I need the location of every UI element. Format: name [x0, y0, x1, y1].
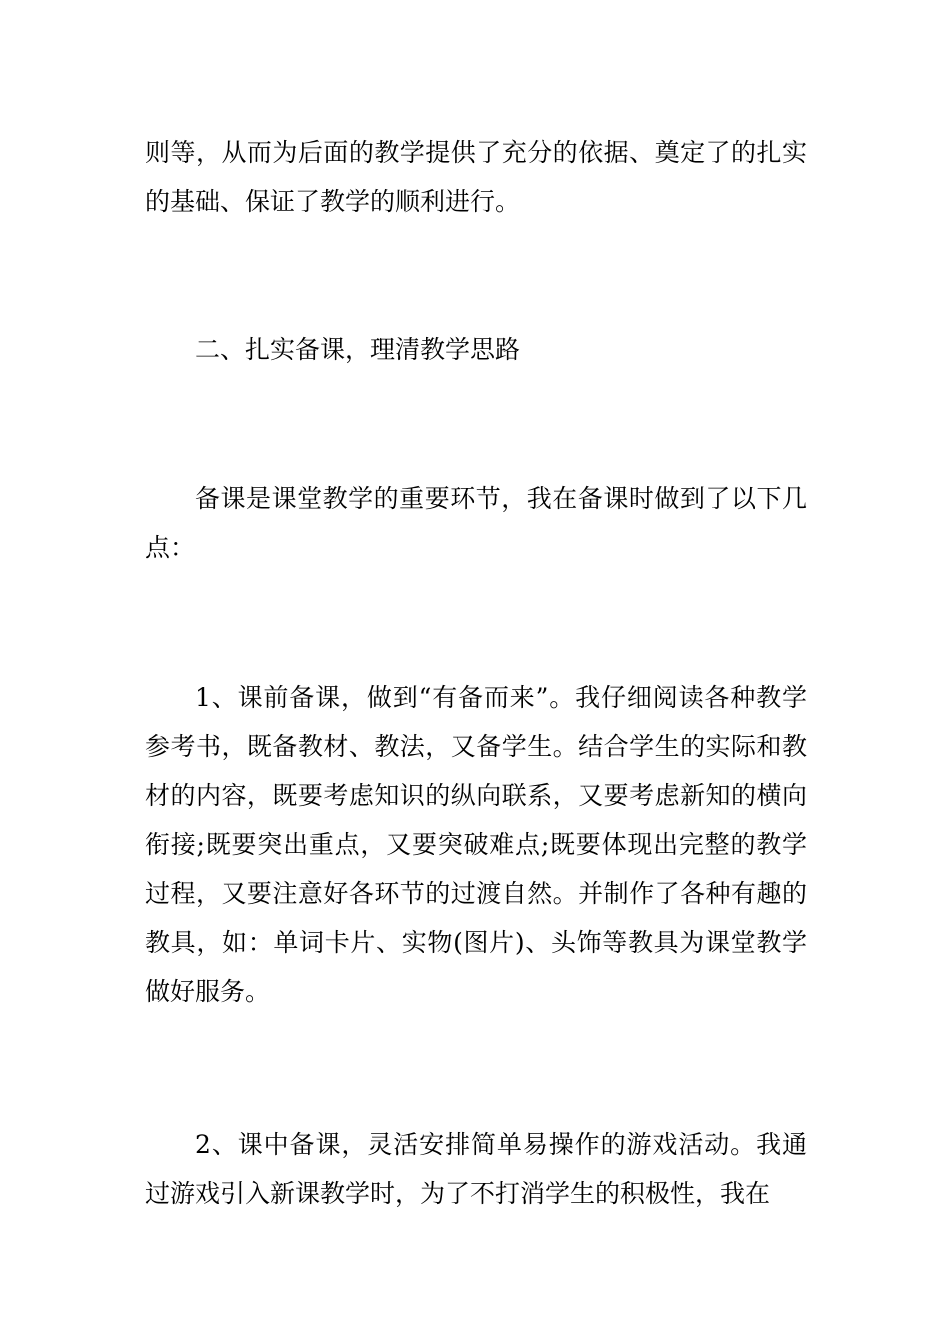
paragraph-intro: 备课是课堂教学的重要环节，我在备课时做到了以下几点： — [145, 484, 807, 562]
paragraph-continuation: 则等，从而为后面的教学提供了充分的依据、奠定了的扎实的基础、保证了教学的顺利进行。 — [145, 138, 807, 216]
paragraph-item-1: 1、课前备课，做到“有备而来”。我仔细阅读各种教学参考书，既备教材、教法，又备学生。结合学生的实际和教材的内容，既要考虑知识的纵向联系，又要考虑新知的横向衔接;既要突出重点，又要突破难点;既要体现出完整的教学过程，又要注意好各环节的过渡自然。并制作了各种有趣的教具，如：单词卡片、实物(图片)、头饰等教具为课堂教学做好服务。 — [145, 683, 807, 1006]
section-heading: 二、扎实备课，理清教学思路 — [195, 335, 521, 364]
paragraph-item-2: 2、课中备课，灵活安排简单易操作的游戏活动。我通过游戏引入新课教学时，为了不打消学生的积极性，我在 — [145, 1130, 807, 1208]
